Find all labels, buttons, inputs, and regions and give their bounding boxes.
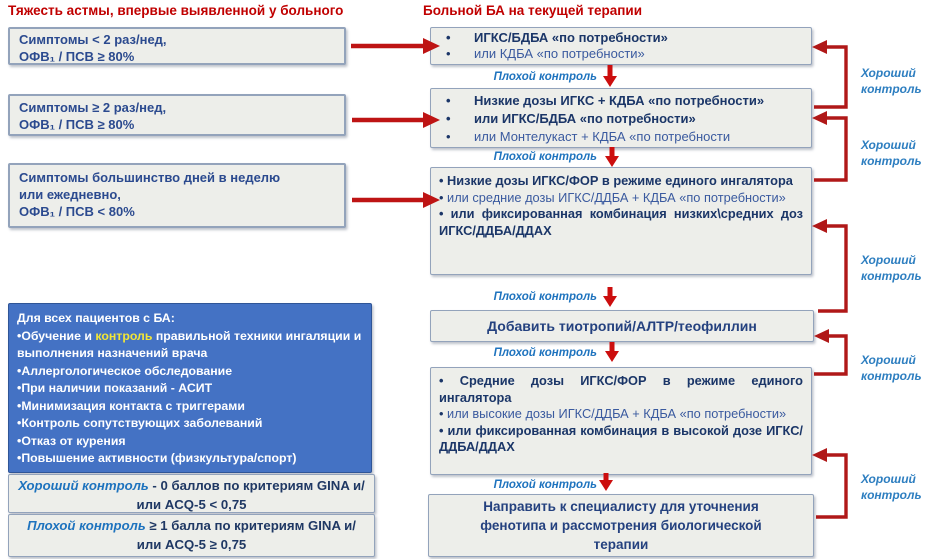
- box-line: • Средние дозы ИГКС/ФОР в режиме единого ингалятора: [439, 373, 803, 406]
- box-text: Направить к специалисту для уточнения фенотипа и рассмотрения биологической терапии: [480, 499, 762, 552]
- criteria-lead: Хороший контроль: [18, 478, 149, 493]
- box-line: • ИГКС/БДБА «по потребности»: [439, 30, 803, 46]
- box-line: • Низкие дозы ИГКС/ФОР в режиме единого ингалятора: [439, 173, 803, 190]
- therapy-step-box-6: [428, 494, 814, 557]
- blue-box-item: [17, 328, 363, 363]
- box-line: ОФВ₁ / ПСВ ≥ 80%: [19, 49, 135, 64]
- therapy-step-box-4: [430, 310, 814, 342]
- blue-box-item: • Контроль сопутствующих заболеваний: [17, 415, 363, 433]
- good-control-bracket-4: [814, 329, 846, 374]
- box-line: • или фиксированная комбинация в высокой дозе ИГКС/ДДБА/ДДАХ: [439, 423, 803, 456]
- good-control-label-2: Хороший контроль: [861, 138, 922, 168]
- bad-control-label-1: Плохой контроль: [493, 71, 597, 83]
- criteria-text: [15, 477, 368, 514]
- criteria-text: [15, 517, 368, 554]
- box-line: ОФВ₁ / ПСВ ≥ 80%: [19, 117, 135, 132]
- bad-control-label-3: Плохой контроль: [493, 291, 597, 303]
- box-line: • или Монтелукаст + КДБА «по потребности: [439, 128, 803, 146]
- blue-box-item: • Отказ от курения: [17, 433, 363, 451]
- left-column-title: Тяжесть астмы, впервые выявленной у больного: [8, 3, 344, 18]
- bad-control-criteria-box: [8, 514, 375, 557]
- criteria-rest: - 0 баллов по критериям GINA и/или ACQ-5 < 0,75: [136, 478, 365, 512]
- good-control-bracket-5: [812, 448, 846, 517]
- severity-to-therapy-arrow-2: [352, 112, 440, 128]
- box-line: • Низкие дозы ИГКС + КДБА «по потребности»: [439, 92, 803, 110]
- good-control-bracket-1: [812, 40, 846, 107]
- item-text: правильной техники ингаляции и выполнения назначений врача: [17, 328, 362, 360]
- good-control-label-4: Хороший контроль: [861, 353, 922, 383]
- severity-box-2: [8, 94, 346, 136]
- blue-box-header: Для всех пациентов с БА:: [17, 311, 175, 325]
- severity-box-1: [8, 27, 346, 65]
- criteria-rest: ≥ 1 балла по критериям GINA и/или ACQ-5 ≥ 0,75: [136, 518, 356, 552]
- severity-to-therapy-arrow-3: [352, 192, 440, 208]
- box-line: • или фиксированная комбинация низких\средних доз ИГКС/ДДБА/ДДАХ: [439, 206, 803, 239]
- therapy-step-box-1: [430, 27, 812, 65]
- box-line: • или ИГКС/БДБА «по потребности»: [439, 110, 803, 128]
- bad-control-arrow-5: [599, 473, 613, 491]
- good-control-bracket-2: [812, 111, 846, 180]
- bad-control-label-5: Плохой контроль: [493, 479, 597, 491]
- good-control-bracket-3: [812, 219, 846, 311]
- box-line: • или КДБА «по потребности»: [439, 46, 803, 62]
- box-line: Симптомы ≥ 2 раз/нед,: [19, 100, 167, 115]
- criteria-lead: Плохой контроль: [27, 518, 146, 533]
- box-line: или ежедневно,: [19, 187, 121, 202]
- bad-control-label-4: Плохой контроль: [493, 347, 597, 359]
- box-line: • или средние дозы ИГКС/ДДБА + КДБА «по потребности»: [439, 190, 803, 207]
- good-control-label-5: Хороший контроль: [861, 472, 922, 502]
- box-line: Симптомы большинство дней в неделю: [19, 170, 281, 185]
- therapy-step-box-2: [430, 88, 812, 148]
- box-line: Симптомы < 2 раз/нед,: [19, 32, 167, 47]
- highlighted-word: контроль: [95, 328, 153, 343]
- item-text: Обучение и: [21, 328, 96, 343]
- good-control-label-1: Хороший контроль: [861, 66, 922, 96]
- blue-box-item: • Аллергологическое обследование: [17, 363, 363, 381]
- severity-box-3: [8, 163, 346, 228]
- bad-control-arrow-2: [605, 147, 619, 167]
- blue-box-item: • Повышение активности (физкультура/спорт): [17, 450, 363, 468]
- right-column-title: Больной БА на текущей терапии: [423, 3, 642, 18]
- blue-box-item: • При наличии показаний - АСИТ: [17, 380, 363, 398]
- box-line: • или высокие дозы ИГКС/ДДБА + КДБА «по потребности»: [439, 406, 803, 423]
- good-control-label-3: Хороший контроль: [861, 253, 922, 283]
- box-line: ОФВ₁ / ПСВ < 80%: [19, 204, 135, 219]
- blue-box-item: • Минимизация контакта с триггерами: [17, 398, 363, 416]
- bad-control-arrow-3: [603, 287, 617, 307]
- bad-control-arrow-4: [605, 342, 619, 362]
- good-control-criteria-box: [8, 474, 375, 513]
- therapy-step-box-3: [430, 167, 812, 275]
- bad-control-arrow-1: [603, 65, 617, 87]
- bad-control-label-2: Плохой контроль: [493, 151, 597, 163]
- severity-to-therapy-arrow-1: [351, 38, 440, 54]
- therapy-step-box-5: [430, 367, 812, 475]
- box-text: Добавить тиотропий/АЛТР/теофиллин: [487, 317, 757, 334]
- all-patients-recommendations-box: [8, 303, 372, 473]
